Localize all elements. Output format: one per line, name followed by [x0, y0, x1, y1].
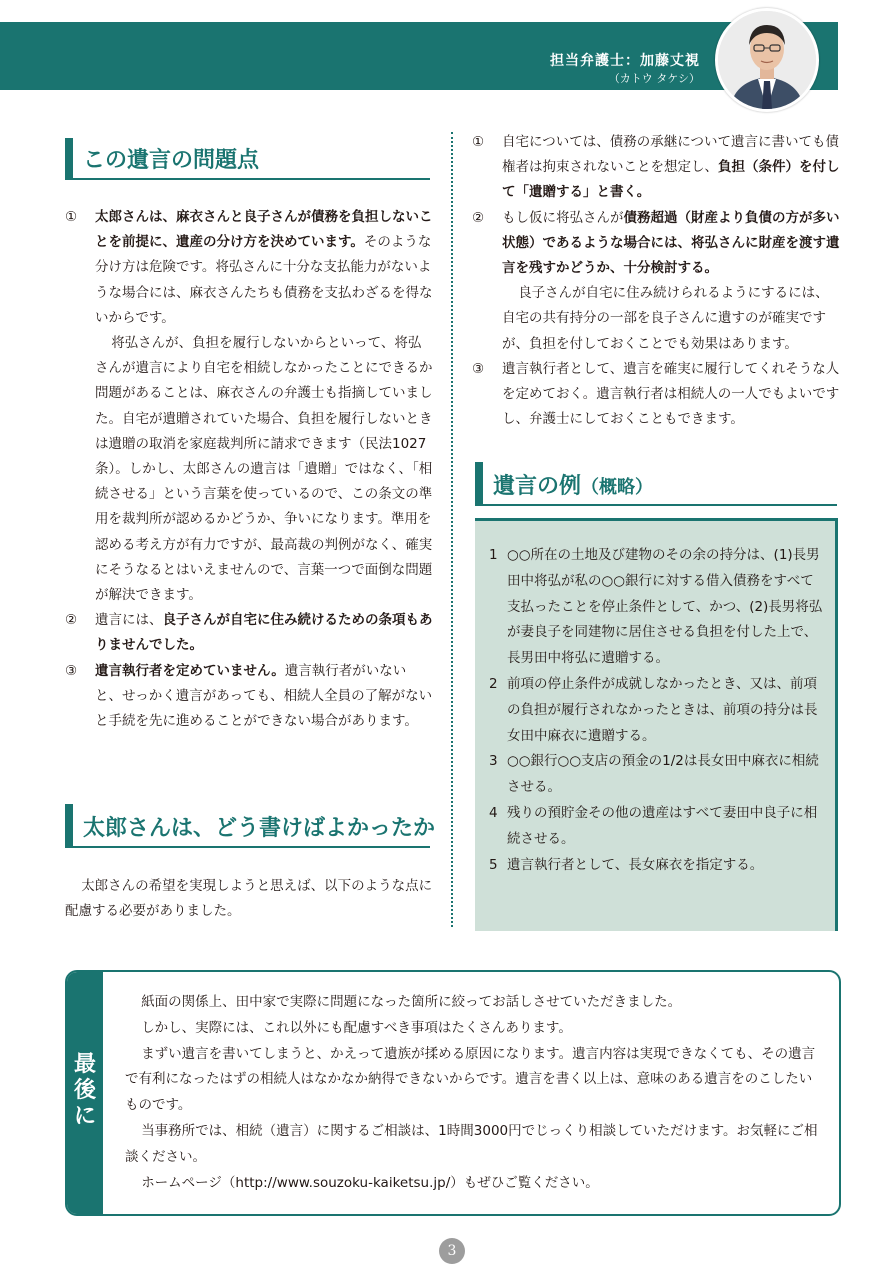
section-problems-heading — [65, 138, 430, 180]
final-p4: 当事務所では、相続（遺言）に関するご相談は、1時間3000円でじっくり相談していただけます。お気軽にご相談ください。 — [125, 1122, 818, 1165]
advice-2-para2: 良子さんが自宅に住み続けられるようにするには、自宅の共有持分の一部を良子さんに遺すのが確実ですが、負担を付しておくことでも効果はあります。 — [502, 285, 829, 352]
problem-item-2 — [65, 608, 433, 658]
final-p1: 紙面の関係上、田中家で実際に問題になった箇所に絞ってお話しさせていただきました。 — [141, 994, 682, 1010]
advice-text — [472, 130, 840, 432]
heading-bar — [65, 138, 73, 178]
problem-1-bold: 太郎さんは、麻衣さんと良子さんが債務を負担しないことを前提に、遺産の分け方を決めています。 — [95, 209, 433, 251]
section-example-heading — [475, 462, 837, 506]
example-number: 4 — [489, 804, 498, 821]
section-example-title-note: （概略） — [581, 477, 654, 498]
item-number: ① — [65, 209, 78, 225]
will-example-box — [475, 518, 838, 931]
example-number: 3 — [489, 753, 498, 770]
problem-3-bold: 遺言執行者を定めていません。 — [95, 662, 285, 679]
column-divider — [451, 132, 453, 927]
section-example-title — [493, 469, 653, 500]
section-problems-title: この遺言の問題点 — [83, 147, 260, 173]
example-number: 5 — [489, 856, 498, 873]
final-label: 最後に — [73, 1052, 96, 1129]
problem-3-text: 遺言執行者がいないと、せっかく遺言があっても、相続人全員の了解がないと手続を先に進めることができない場合があります。 — [95, 662, 433, 730]
item-number: ② — [65, 612, 78, 629]
item-number: ② — [472, 209, 485, 226]
problem-item-3 — [65, 659, 433, 735]
header-band — [0, 22, 838, 90]
example-text: 遺言執行者として、長女麻衣を指定する。 — [507, 856, 764, 873]
advice-3-text: 遺言執行者として、遺言を確実に履行してくれそうな人を定めておく。遺言執行者は相続人の一人でもよいですし、弁護士にしておくこともできます。 — [502, 360, 840, 428]
final-label-band — [67, 972, 103, 1214]
heading-bar — [475, 462, 483, 504]
section-how-title: 太郎さんは、どう書けばよかったか — [83, 815, 436, 841]
example-number: 2 — [489, 675, 498, 692]
item-number: ① — [472, 134, 485, 150]
example-number: 1 — [489, 547, 498, 563]
example-text: 前項の停止条件が成就しなかったとき、又は、前項の負担が履行されなかったときは、前項の持分は長女田中麻衣に遺贈する。 — [507, 675, 818, 744]
advice-1-bold: 負担（条件）を付して「遺贈する」と書く。 — [502, 159, 840, 201]
advice-2-bold: 債務超過（財産より負債の方が多い状態）であるような場合には、将弘さんに財産を渡す遺言を残すかどうか、十分検討する。 — [502, 209, 840, 277]
page-number: 3 — [439, 1238, 465, 1264]
advice-item-3 — [472, 357, 840, 433]
lawyer-kana: （カトウ タケシ） — [608, 72, 700, 85]
final-message-text — [125, 990, 825, 1196]
final-message-box — [65, 970, 841, 1216]
problem-1-text: そのような分け方は危険です。将弘さんに十分な支払能力がないような場合には、麻衣さんたちも債務を支払わざるを得ないからです。 — [95, 234, 433, 326]
will-example-item — [489, 749, 827, 801]
final-p5: ホームページ（http://www.souzoku-kaiketsu.jp/）もぜひご覧ください。 — [141, 1174, 599, 1191]
problems-text — [65, 205, 433, 734]
final-p2: しかし、実際には、これ以外にも配慮すべき事項はたくさんあります。 — [141, 1019, 572, 1036]
example-text: ○○所在の土地及び建物のその余の持分は、(1)長男田中将弘が私の○○銀行に対する借入債務をすべて支払ったことを停止条件として、かつ、(2)長男将弘が妻良子を同建物に居住させる負担を付した上で、長男田中将弘に遺贈する。 — [507, 547, 823, 667]
heading-bar — [65, 804, 73, 846]
problem-item-1 — [65, 205, 433, 608]
will-example-list — [489, 543, 827, 878]
section-example-title-main: 遺言の例 — [493, 473, 582, 499]
lawyer-photo — [715, 8, 819, 112]
problem-2-bold: 良子さんが自宅に住み続けるための条項もありませんでした。 — [95, 612, 433, 654]
item-number: ③ — [472, 360, 485, 377]
lawyer-name: 担当弁護士：加藤丈視 — [550, 53, 700, 69]
section-how-heading — [65, 804, 436, 848]
problem-2-pre: 遺言には、 — [95, 612, 163, 629]
will-example-item — [489, 543, 827, 672]
advice-1-pre: 自宅については、債務の承継について遺言に書いても債権者は拘束されないことを想定し、 — [502, 134, 839, 176]
advice-item-1 — [472, 130, 840, 206]
advice-2-pre: もし仮に将弘さんが — [502, 209, 624, 226]
example-text: 残りの預貯金その他の遺産はすべて妻田中良子に相続させる。 — [507, 804, 818, 847]
how-intro — [65, 874, 433, 924]
advice-item-2 — [472, 206, 840, 357]
example-text: ○○銀行○○支店の預金の1/2は長女田中麻衣に相続させる。 — [507, 753, 819, 796]
will-example-item — [489, 672, 827, 749]
item-number: ③ — [65, 662, 78, 679]
problem-1-para2: 将弘さんが、負担を履行しないからといって、将弘さんが遺言により自宅を相続しなかったことにできるか問題があることは、麻衣さんの弁護士も指摘していました。自宅が遺贈されていた場合、負担を履行しないときは遺贈の取消を家庭裁判所に請求できます（民法1027条）。しかし、太郎さんの遺言は「遺贈」ではなく、「相続させる」という言葉を使っているので、この条文の準用を裁判所が認めるかどうか、争いになります。準用を認める考え方が有力ですが、最高裁の判例がなく、確実にそうなるとはいえませんので、言葉一つで面倒な問題が解決できます。 — [95, 335, 433, 604]
will-example-item — [489, 853, 827, 879]
will-example-item — [489, 801, 827, 853]
final-p3: まずい遺言を書いてしまうと、かえって遺族が揉める原因になります。遺言内容は実現できなくても、その遺言で有利になったはずの相続人はなかなか納得できないからです。遺言を書く以上は、意味のある遺言をのこしたいものです。 — [125, 1045, 816, 1114]
how-intro-text: 太郎さんの希望を実現しようと思えば、以下のような点に配慮する必要がありました。 — [65, 878, 433, 920]
